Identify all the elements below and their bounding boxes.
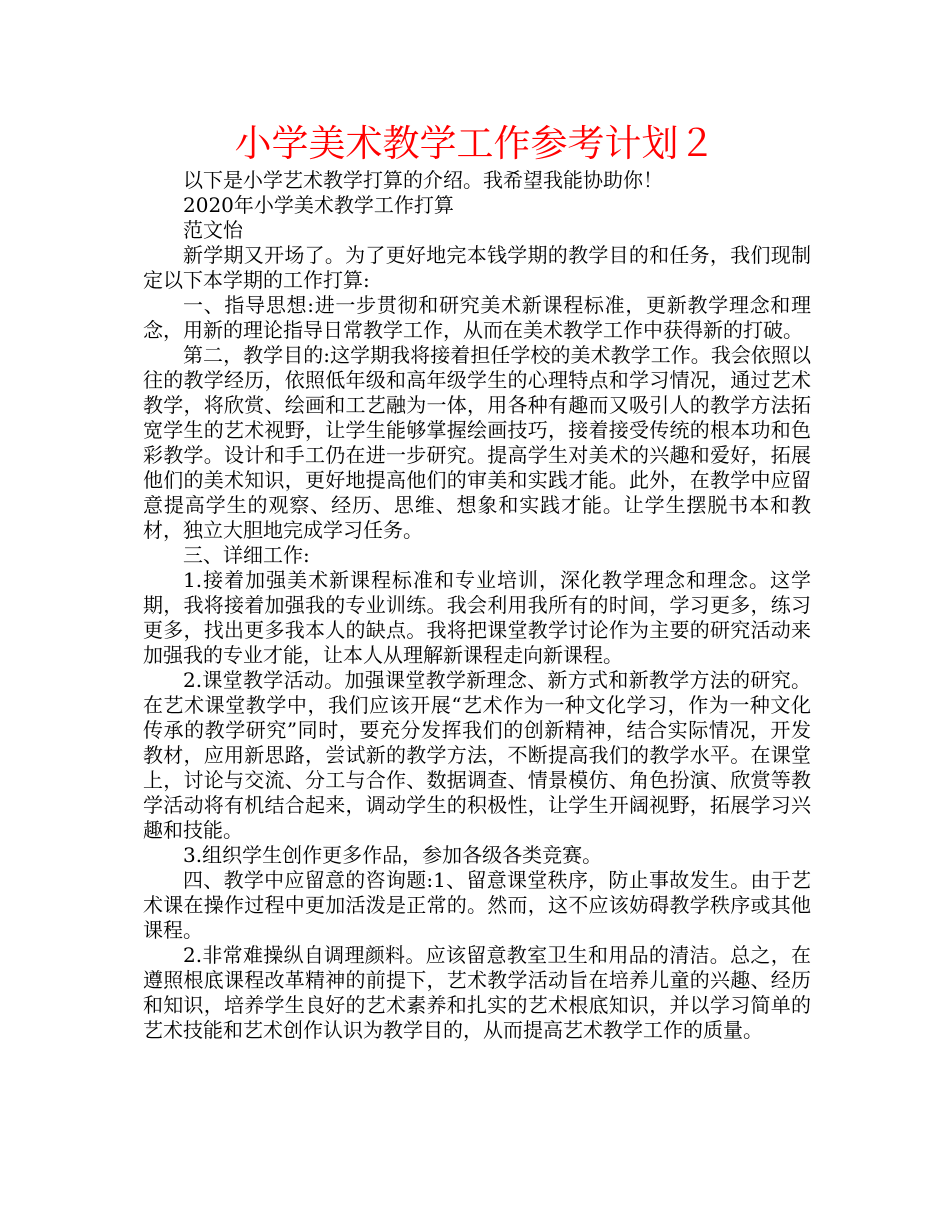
paragraph: 第二，教学目的:这学期我将接着担任学校的美术教学工作。我会依照以往的教学经历，依照低年级和高年级学生的心理特点和学习情况，通过艺术教学，将欣赏、绘画和工艺融为一体，用各种有趣而又吸引人的教学方法拓宽学生的艺术视野，让学生能够掌握绘画技巧，接着接受传统的根本功和色彩教学。设计和手工仍在进一步研究。提高学生对美术的兴趣和爱好，拓展他们的美术知识，更好地提高他们的审美和实践才能。此外，在教学中应留意提高学生的观察、经历、思维、想象和实践才能。让学生摆脱书本和教材，独立大胆地完成学习任务。 <box>143 343 811 542</box>
paragraph: 四、教学中应留意的咨询题:1、留意课堂秩序，防止事故发生。由于艺术课在操作过程中更加活泼是正常的。然而，这不应该妨碍教学秩序或其他课程。 <box>143 868 811 942</box>
paragraph: 2.非常难操纵自调理颜料。应该留意教室卫生和用品的清洁。总之，在遵照根底课程改革精神的前提下，艺术教学活动旨在培养儿童的兴趣、经历和知识，培养学生良好的艺术素养和扎实的艺术根底知识，并以学习简单的艺术技能和艺术创作认识为教学目的，从而提高艺术教学工作的质量。 <box>143 943 811 1042</box>
document-title: 小学美术教学工作参考计划２ <box>234 122 716 165</box>
paragraph: 三、详细工作: <box>183 543 310 567</box>
paragraph: 3.组织学生创作更多作品，参加各级各类竞赛。 <box>183 843 603 867</box>
paragraph: 范文怡 <box>183 218 243 242</box>
paragraph: 2020年小学美术教学工作打算 <box>183 193 454 217</box>
document-body <box>143 168 811 1043</box>
paragraph: 1.接着加强美术新课程标准和专业培训，深化教学理念和理念。这学期，我将接着加强我的专业训练。我会利用我所有的时间，学习更多，练习更多，找出更多我本人的缺点。我将把课堂教学讨论作为主要的研究活动来加强我的专业才能，让本人从理解新课程走向新课程。 <box>143 568 811 667</box>
paragraph: 新学期又开场了。为了更好地完本钱学期的教学目的和任务，我们现制定以下本学期的工作打算: <box>143 243 811 292</box>
paragraph: 2.课堂教学活动。加强课堂教学新理念、新方式和新教学方法的研究。在艺术课堂教学中，我们应该开展“艺术作为一种文化学习，作为一种文化传承的教学研究”同时，要充分发挥我们的创新精神，结合实际情况，开发教材，应用新思路，尝试新的教学方法，不断提高我们的教学水平。在课堂上，讨论与交流、分工与合作、数据调查、情景模仿、角色扮演、欣赏等教学活动将有机结合起来，调动学生的积极性，让学生开阔视野，拓展学习兴趣和技能。 <box>143 668 811 842</box>
paragraph: 一、指导思想:进一步贯彻和研究美术新课程标准，更新教学理念和理念，用新的理论指导日常教学工作，从而在美术教学工作中获得新的打破。 <box>143 293 811 342</box>
paragraph: 以下是小学艺术教学打算的介绍。我希望我能协助你！ <box>183 168 663 192</box>
